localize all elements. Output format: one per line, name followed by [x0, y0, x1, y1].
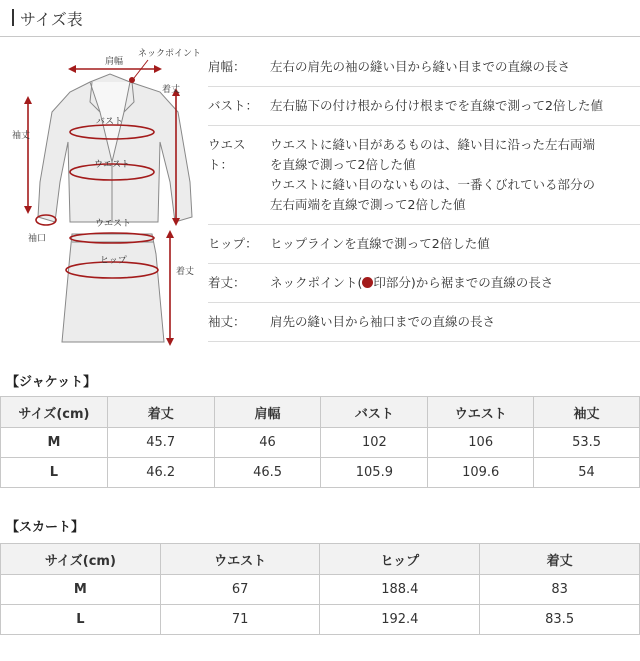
column-header: バスト: [321, 397, 428, 428]
column-header: 肩幅: [214, 397, 321, 428]
label-cuff: 袖口: [28, 234, 47, 244]
skirt-illustration: [62, 234, 164, 342]
red-dot-icon: [362, 277, 373, 288]
label-waist-jacket: ウエスト: [94, 160, 131, 170]
measurement-definitions: [208, 48, 640, 342]
table-row: M 67 188.4 83: [1, 575, 640, 605]
label-bust: バスト: [96, 117, 124, 127]
jacket-illustration: [38, 74, 192, 222]
definition-shoulder: 肩幅： 左右の肩先の袖の縫い目から縫い目までの直線の長さ: [208, 48, 640, 87]
table-header-row: [1, 544, 640, 575]
label-neck-point: ネックポイント: [138, 49, 202, 59]
column-header: ヒップ: [320, 544, 480, 575]
column-header: 着丈: [107, 397, 214, 428]
table-row: L 71 192.4 83.5: [1, 605, 640, 635]
table-header-row: [1, 397, 640, 428]
definition-sleeve: 袖丈： 肩先の縫い目から袖口までの直線の長さ: [208, 303, 640, 342]
column-header: 着丈: [480, 544, 640, 575]
label-waist-skirt: ウエスト: [95, 219, 132, 229]
label-shoulder: 肩幅: [105, 57, 124, 67]
label-length-top: 着丈: [162, 85, 181, 95]
jacket-size-table: [0, 396, 640, 488]
label-length-skirt: 着丈: [176, 267, 195, 277]
header-divider: [0, 36, 640, 37]
definition-waist: ウエスト： ウエストに縫い目があるものは、縫い目に沿った左右両端 を直線で測って2倍した値 ウエストに縫い目のないものは、一番くびれている部分の 左右両端を直線で測って2倍した値: [208, 126, 640, 225]
column-header: サイズ(cm): [1, 544, 161, 575]
page-title: サイズ表: [20, 10, 83, 29]
label-hip: ヒップ: [100, 256, 127, 266]
measurement-diagram: [0, 42, 210, 362]
skirt-size-table: [0, 543, 640, 635]
column-header: ウエスト: [160, 544, 320, 575]
page-header: [0, 0, 640, 36]
table-row: L 46.2 46.5 105.9 109.6 54: [1, 458, 640, 488]
definition-length: 着丈： ネックポイント( 印部分)から裾までの直線の長さ: [208, 264, 640, 303]
definition-hip: ヒップ： ヒップラインを直線で測って2倍した値: [208, 225, 640, 264]
skirt-section-label: 【スカート】: [6, 520, 85, 535]
column-header: 袖丈: [534, 397, 640, 428]
label-sleeve: 袖丈: [12, 131, 31, 141]
column-header: サイズ(cm): [1, 397, 108, 428]
definition-bust: バスト： 左右脇下の付け根から付け根までを直線で測って2倍した値: [208, 87, 640, 126]
header-accent-bar: [12, 9, 14, 26]
jacket-section-label: 【ジャケット】: [6, 375, 97, 390]
table-row: M 45.7 46 102 106 53.5: [1, 428, 640, 458]
column-header: ウエスト: [428, 397, 534, 428]
